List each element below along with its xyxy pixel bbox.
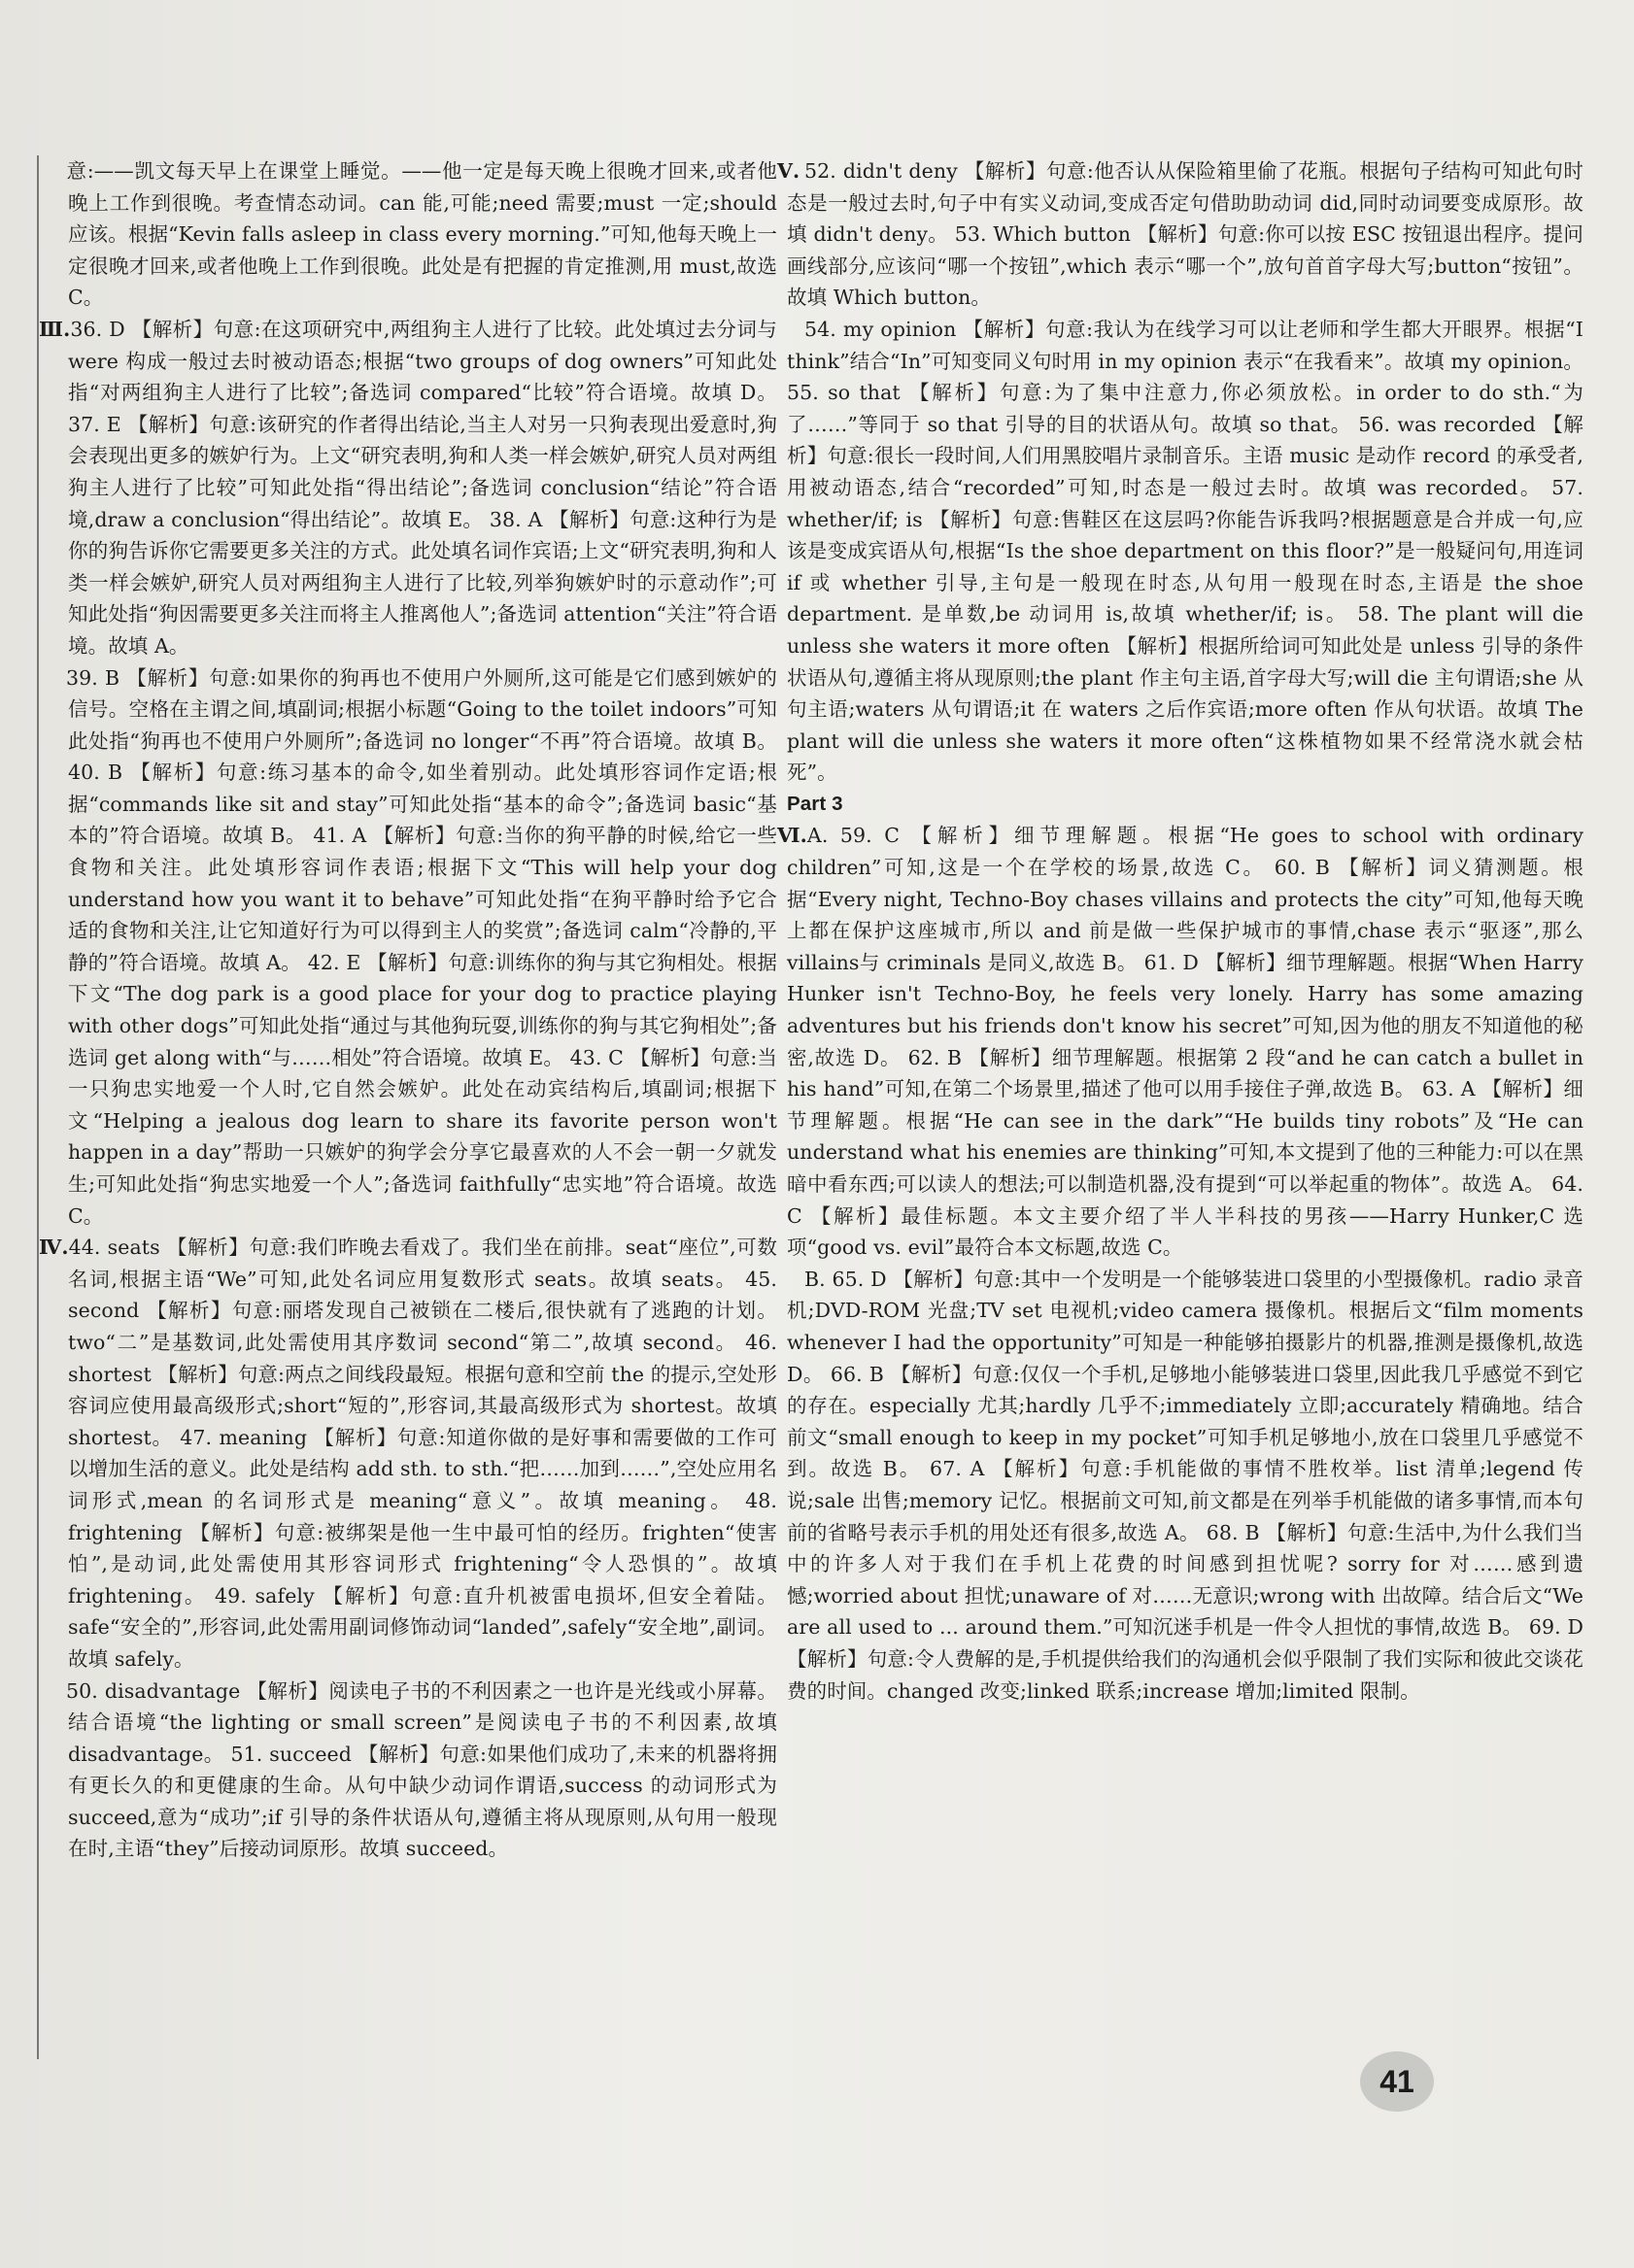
paragraph: [68, 1676, 777, 1866]
paragraph-text: A. 59. C 【解析】细节理解题。根据“He goes to school with ordinary children”可知,这是一个在学校的场景,故选 C。 60. B 【解析】词义猜测题。根据“Every night, Techno-Boy chases villains and protects the city”可知,他每天晚上都在保护这座城市,所以 and 前是做一些保护城市的事情,chase 表示“驱逐”,那么 villains与 criminals 是同义,故选 B。 61. D 【解析】细节理解题。根据“When Harry Hunker isn't Techno-Boy, he feels very lonely. Harry has some amazing adventures but his friends don't know his secret”可知,因为他的朋友不知道他的秘密,故选 D。 62. B 【解析】细节理解题。根据第 2 段“and he can catch a bullet in his hand”可知,在第二个场景里,描述了他可以用手接住子弹,故选 B。 63. A 【解析】细节理解题。根据“He can see in the dark”“He builds tiny robots”及“He can understand what his enemies are thinking”可知,本文提到了他的三种能力:可以在黑暗中看东西;可以读人的想法;可以制造机器,没有提到“可以举起重的物体”。故选 A。 64. C 【解析】最佳标题。本文主要介绍了半人半科技的男孩——Harry Hunker,C 选项“good vs. evil”最符合本文标题,故选 C。: [787, 824, 1583, 1260]
paragraph-text: 39. B 【解析】句意:如果你的狗再也不使用户外厕所,这可能是它们感到嫉妒的信号。空格在主谓之间,填副词;根据小标题“Going to the toilet indoors”可知此处指“狗再也不使用户外厕所”;备选词 no longer“不再”符合语境。故填 B。 40. B 【解析】句意:练习基本的命令,如坐着别动。此处填形容词作定语;根据“commands like sit and stay”可知此处指“基本的命令”;备选词 basic“基本的”符合语境。故填 B。 41. A 【解析】句意:当你的狗平静的时候,给它一些食物和关注。此处填形容词作表语;根据下文“This will help your dog understand how you want it to behave”可知此处指“在狗平静时给予它合适的食物和关注,让它知道好行为可以得到主人的奖赏”;备选词 calm“冷静的,平静的”符合语境。故填 A。 42. E 【解析】句意:训练你的狗与其它狗相处。根据下文“The dog park is a good place for your dog to practice playing with other dogs”可知此处指“通过与其他狗玩耍,训练你的狗与其它狗相处”;备选词 get along with“与……相处”符合语境。故填 E。 43. C 【解析】句意:当一只狗忠实地爱一个人时,它自然会嫉妒。此处在动宾结构后,填副词;根据下文“Helping a jealous dog learn to share its favorite person won't happen in a day”帮助一只嫉妒的狗学会分享它最喜欢的人不会一朝一夕就发生;可知此处指“狗忠实地爱一个人”;备选词 faithfully“忠实地”符合语境。故选 C。: [66, 665, 777, 1228]
paragraph-text: 意:——凯文每天早上在课堂上睡觉。——他一定是每天晚上很晚才回来,或者他晚上工作到很晚。考查情态动词。can 能,可能;need 需要;must 一定;should 应该。根据“Kevin falls asleep in class every morning.”可知,他每天晚上一定很晚才回来,或者他晚上工作到很晚。此处是有把握的肯定推测,用 must,故选 C。: [66, 159, 777, 310]
paragraph: [777, 155, 1583, 314]
left-column: [37, 155, 777, 2059]
paragraph: [787, 314, 1583, 789]
paragraph: [39, 1232, 777, 1675]
page-number-badge: 41: [1360, 2051, 1434, 2112]
paragraph-text: 44. seats 【解析】句意:我们昨晚去看戏了。我们坐在前排。seat“座位”,可数名词,根据主语“We”可知,此处名词应用复数形式 seats。故填 seats。 45. second 【解析】句意:丽塔发现自己被锁在二楼后,很快就有了逃跑的计划。two“二”是基数词,此处需使用其序数词 second“第二”,故填 second。 46. shortest 【解析】句意:两点之间线段最短。根据句意和空前 the 的提示,空处形容词应使用最高级形式;short“短的”,形容词,其最高级形式为 shortest。故填 shortest。 47. meaning 【解析】句意:知道你做的是好事和需要做的工作可以增加生活的意义。此处是结构 add sth. to sth.“把……加到……”,空处应用名词形式,mean 的名词形式是 meaning“意义”。故填 meaning。 48. frightening 【解析】句意:被绑架是他一生中最可怕的经历。frighten“使害怕”,是动词,此处需使用其形容词形式 frightening“令人恐惧的”。故填 frightening。 49. safely 【解析】句意:直升机被雷电损坏,但安全着陆。safe“安全的”,形容词,此处需用副词修饰动词“landed”,safely“安全地”,副词。故填 safely。: [68, 1236, 777, 1671]
paragraph: [68, 155, 777, 314]
section-label: Ⅳ.: [39, 1236, 69, 1260]
paragraph-text: 50. disadvantage 【解析】阅读电子书的不利因素之一也许是光线或小屏幕。结合语境“the lighting or small screen”是阅读电子书的不利因素,故填 disadvantage。 51. succeed 【解析】句意:如果他们成功了,未来的机器将拥有更长久的和更健康的生命。从句中缺少动词作谓语,success 的动词形式为 succeed,意为“成功”;if 引导的条件状语从句,遵循主将从现原则,从句用一般现在时,主语“they”后接动词原形。故填 succeed。: [66, 1678, 777, 1861]
paragraph-text: 54. my opinion 【解析】句意:我认为在线学习可以让老师和学生都大开眼界。根据“I think”结合“In”可知变同义句时用 in my opinion 表示“在我看来”。故填 my opinion。 55. so that 【解析】句意:为了集中注意力,你必须放松。in order to do sth.“为了……”等同于 so that 引导的目的状语从句。故填 so that。 56. was recorded 【解析】句意:很长一段时间,人们用黑胶唱片录制音乐。主语 music 是动作 record 的承受者,用被动语态,结合“recorded”可知,时态是一般过去时。故填 was recorded。 57. whether/if; is 【解析】句意:售鞋区在这层吗?你能告诉我吗?根据题意是合并成一句,应该是变成宾语从句,根据“Is the shoe department on this floor?”是一般疑问句,用连词 if 或 whether 引导,主句是一般现在时态,从句用一般现在时态,主语是 the shoe department. 是单数,be 动词用 is,故填 whether/if; is。 58. The plant will die unless she waters it more often 【解析】根据所给词可知此处是 unless 引导的条件状语从句,遵循主将从现原则;the plant 作主句主语,首字母大写;will die 主句谓语;she 从句主语;waters 从句谓语;it 在 waters 之后作宾语;more often 作从句状语。故填 The plant will die unless she waters it more often“这株植物如果不经常浇水就会枯死”。: [787, 317, 1583, 785]
paragraph: [39, 314, 777, 662]
section-label: Ⅲ.: [39, 317, 71, 341]
paragraph: [68, 662, 777, 1233]
part-heading: Part 3: [787, 792, 843, 815]
paragraph-text: 36. D 【解析】句意:在这项研究中,两组狗主人进行了比较。此处填过去分词与 were 构成一般过去时被动语态;根据“two groups of dog owners”可知此处指“对两组狗主人进行了比较”;备选词 compared“比较”符合语境。故填 D。 37. E 【解析】句意:该研究的作者得出结论,当主人对另一只狗表现出爱意时,狗会表现出更多的嫉妒行为。上文“研究表明,狗和人类一样会嫉妒,研究人员对两组狗主人进行了比较”可知此处指“得出结论”;备选词 conclusion“结论”符合语境,draw a conclusion“得出结论”。故填 E。 38. A 【解析】句意:这种行为是你的狗告诉你它需要更多关注的方式。此处填名词作宾语;上文“研究表明,狗和人类一样会嫉妒,研究人员对两组狗主人进行了比较,列举狗嫉妒时的示意动作”;可知此处指“狗因需要更多关注而将主人推离他人”;备选词 attention“关注”符合语境。故填 A。: [68, 317, 777, 658]
section-label: Ⅴ.: [777, 159, 800, 183]
paragraph: [787, 1264, 1583, 1707]
section-label: Ⅵ.: [777, 824, 807, 848]
paragraph: [777, 820, 1583, 1263]
right-column: [777, 155, 1583, 1707]
paragraph-text: 52. didn't deny 【解析】句意:他否认从保险箱里偷了花瓶。根据句子结构可知此句时态是一般过去时,句子中有实义动词,变成否定句借助助动词 did,同时动词要变成原形。故填 didn't deny。 53. Which button 【解析】句意:你可以按 ESC 按钮退出程序。提问画线部分,应该问“哪一个按钮”,which 表示“哪一个”,放句首首字母大写;button“按钮”。故填 Which button。: [787, 159, 1583, 310]
paragraph-text: B. 65. D 【解析】句意:其中一个发明是一个能够装进口袋里的小型摄像机。radio 录音机;DVD-ROM 光盘;TV set 电视机;video camera 摄像机。根据后文“film moments whenever I had the opportunity”可知是一种能够拍摄影片的机器,推测是摄像机,故选 D。 66. B 【解析】句意:仅仅一个手机,足够地小能够装进口袋里,因此我几乎感觉不到它的存在。especially 尤其;hardly 几乎不;immediately 立即;accurately 精确地。结合前文“small enough to keep in my pocket”可知手机足够地小,放在口袋里几乎感觉不到。故选 B。 67. A 【解析】句意:手机能做的事情不胜枚举。list 清单;legend 传说;sale 出售;memory 记忆。根据前文可知,前文都是在列举手机能做的诸多事情,而本句前的省略号表示手机的用处还有很多,故选 A。 68. B 【解析】句意:生活中,为什么我们当中的许多人对于我们在手机上花费的时间感到担忧呢? sorry for 对……感到遗憾;worried about 担忧;unaware of 对……无意识;wrong with 出故障。结合后文“We are all used to ... around them.”可知沉迷手机是一件令人担忧的事情,故选 B。 69. D 【解析】句意:令人费解的是,手机提供给我们的沟通机会似乎限制了我们实际和彼此交谈花费的时间。changed 改变;linked 联系;increase 增加;limited 限制。: [787, 1267, 1583, 1703]
